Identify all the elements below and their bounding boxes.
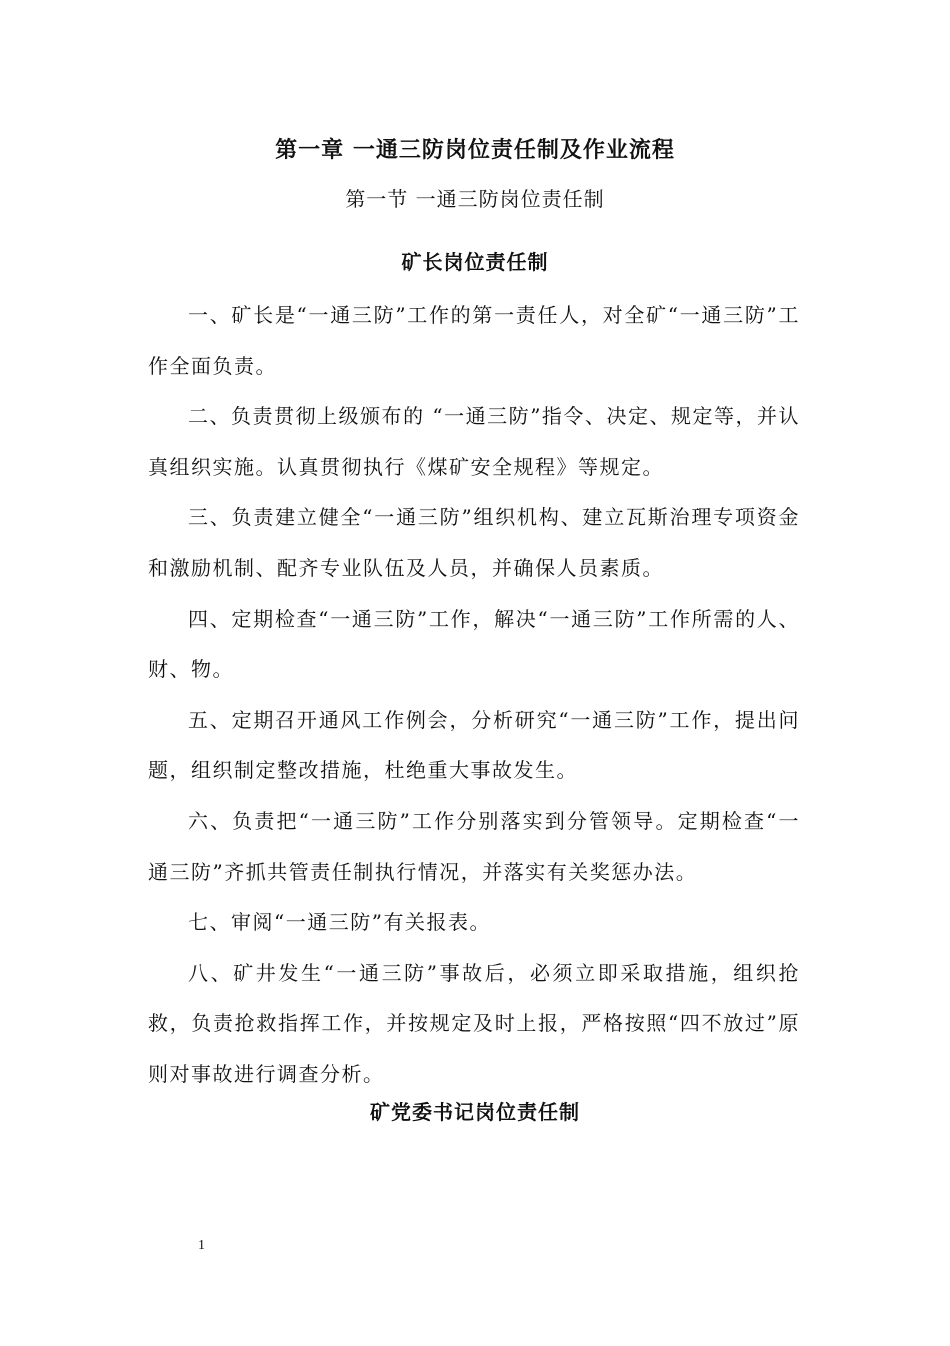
paragraph: 一、矿长是“一通三防”工作的第一责任人，对全矿“一通三防”工作全面负责。 (148, 303, 800, 378)
paragraph: 四、定期检查“一通三防”工作，解决“一通三防”工作所需的人、财、物。 (148, 606, 800, 682)
paragraph: 三、负责建立健全“一通三防”组织机构、建立瓦斯治理专项资金和激励机制、配齐专业队伍及人员，并确保人员素质。 (148, 505, 800, 580)
paragraph: 八、矿井发生“一通三防”事故后，必须立即采取措施，组织抢救，负责抢救指挥工作，并按规定及时上报，严格按照“四不放过”原则对事故进行调查分析。 (148, 960, 800, 1086)
paragraph: 七、审阅“一通三防”有关报表。 (188, 910, 491, 935)
chapter-title: 第一章 一通三防岗位责任制及作业流程 (275, 137, 675, 163)
paragraph: 六、负责把“一通三防”工作分别落实到分管领导。定期检查“一通三防”齐抓共管责任制执行情况，并落实有关奖惩办法。 (148, 808, 800, 884)
body-text (148, 290, 800, 1100)
section-title: 第一节 一通三防岗位责任制 (345, 187, 605, 211)
paragraph: 五、定期召开通风工作例会，分析研究“一通三防”工作，提出问题，组织制定整改措施，杜绝重大事故发生。 (148, 707, 800, 783)
heading-mine-director: 矿长岗位责任制 (401, 250, 549, 274)
heading-party-secretary: 矿党委书记岗位责任制 (370, 1100, 580, 1124)
paragraph: 二、负责贯彻上级颁布的 “一通三防”指令、决定、规定等，并认真组织实施。认真贯彻执行《煤矿安全规程》等规定。 (148, 404, 800, 479)
page-number: 1 (198, 1238, 205, 1253)
